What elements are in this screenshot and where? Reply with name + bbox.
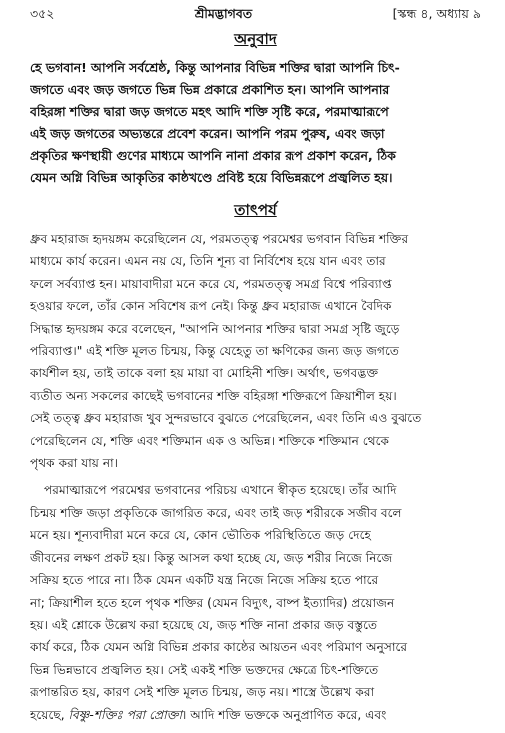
translation-line: এই জড় জগতের অভ্যন্তরে প্রবেশ করেন। আপনি পরম পুরুষ, এবং জড়া [30,126,385,141]
purport-line: কার্যশীল হয়, তাই তাকে বলা হয় মায়া বা মোহিনী শক্তি। অর্থাৎ, ভগবদ্ভক্ত [30,366,379,381]
purport-line: সিদ্ধান্ত হৃদয়ঙ্গম করে বলেছেন, "আপনি আপনার শক্তির দ্বারা সমগ্র সৃষ্টি জুড়ে [30,321,400,336]
purport-line: পরিব্যাপ্ত।" এই শক্তি মূলত চিন্ময়, কিন্তু যেহেতু তা ক্ষণিকের জন্য জড় জগতে [30,344,399,359]
running-head [30,6,481,26]
purport-line: ভিন্ন ভিন্নভাবে প্রজ্বলিত হয়। সেই একই শক্তি ভক্তদের ক্ষেত্রে চিৎ-শক্তিতে [30,662,379,677]
purport-line: ব্যতীত অন্য সকলের কাছেই ভগবানের শক্তি বহিরঙ্গা শক্তিরূপে ক্রিয়াশীল হয়। [30,388,397,403]
purport-line: হয়। এই শ্লোকে উল্লেখ করা হয়েছে যে, জড় শক্তি নানা প্রকার জড় বস্তুতে [30,617,378,632]
translation-line: যেমন অগ্নি বিভিন্ন আকৃতির কাষ্ঠখণ্ডে প্রবিষ্ট হয়ে বিভিন্নরূপে প্রজ্বলিত হয়। [30,170,393,185]
translation-line: জগতে এবং জড় জগতে ভিন্ন ভিন্ন প্রকারে প্রকাশিত হন। আপনি আপনার [30,82,390,97]
purport-line: জীবনের লক্ষণ প্রকট হয়। কিন্তু আসল কথা হচ্ছে যে, জড় শরীর নিজে নিজে [30,550,393,565]
purport-last-line [30,704,481,726]
translation-heading: অনুবাদ [234,30,277,48]
purport-line: না; ক্রিয়াশীল হতে হলে পৃথক শক্তির (যেমন বিদ্যুৎ, বাষ্প ইত্যাদির) প্রয়োজন [30,595,395,610]
purport-text [30,228,481,726]
purport-line: ফলে সর্বব্যাপ্ত হন। মায়াবাদীরা মনে করে যে, পরমতত্ত্ব সমগ্র বিশ্বে পরিব্যাপ্ত [30,276,392,291]
purport-line: পেরেছিলেন যে, শক্তি এবং শক্তিমান এক ও অভিন্ন। শক্তিকে শক্তিমান থেকে [30,433,390,448]
purport-line: কার্য করে, ঠিক যেমন অগ্নি বিভিন্ন প্রকার কাষ্ঠের আয়তন এবং পরিমাণ অনুসারে [30,640,408,655]
scripture-quote: বিষ্ণু-শক্তিঃ পরা প্রোক্তা [68,707,183,722]
last-line-prefix: হয়েছে, [30,707,65,722]
purport-heading: তাৎপর্য [234,201,277,219]
purport-line: মাধ্যমে কার্য করেন। এমন নয় যে, তিনি শূন্য বা নির্বিশেষ হয়ে যান এবং তার [30,254,386,269]
purport-line: পৃথক করা যায় না। [30,456,118,471]
canto-chapter: [স্কন্ধ ৪, অধ্যায় ৯ [392,6,481,21]
purport-line: সক্রিয় হতে পারে না। ঠিক যেমন একটি যন্ত্র নিজে নিজে সক্রিয় হতে পারে [30,573,379,588]
purport-line: রূপান্তরিত হয়, কারণ সেই শক্তি মূলত চিন্ময়, জড় নয়। শাস্ত্রে উল্লেখ করা [30,685,375,700]
translation-text [30,57,481,189]
translation-line: হে ভগবান! আপনি সর্বশ্রেষ্ঠ, কিন্তু আপনার বিভিন্ন শক্তির দ্বারা আপনি চিৎ- [30,60,400,75]
translation-line: বহিরঙ্গা শক্তির দ্বারা জড় জগতে মহৎ আদি শক্তি সৃষ্টি করে, পরমাত্মারূপে [30,104,389,119]
purport-line: মনে হয়। শূন্যবাদীরা মনে করে যে, কোন ভৌতিক পরিস্থিতিতে জড় দেহে [30,528,371,543]
book-title: শ্রীমদ্ভাগবত [194,6,253,21]
purport-line: ধ্রুব মহারাজ হৃদয়ঙ্গম করেছিলেন যে, পরমতত্ত্ব পরমেশ্বর ভগবান বিভিন্ন শক্তির [30,232,409,246]
purport-line: হওয়ার ফলে, তাঁর কোন সবিশেষ রূপ নেই। কিন্তু ধ্রুব মহারাজ এখানে বৈদিক [30,299,392,314]
purport-line: চিন্ময় শক্তি জড়া প্রকৃতিকে জাগরিত করে, এবং তাই জড় শরীরকে সজীব বলে [30,505,402,520]
translation-line: প্রকৃতির ক্ষণস্থায়ী গুণের মাধ্যমে আপনি নানা প্রকার রূপ প্রকাশ করেন, ঠিক [30,148,396,163]
last-line-suffix: । আদি শক্তি ভক্তকে অনুপ্রাণিত করে, এবং [182,707,387,722]
purport-line: পরমাত্মারূপে পরমেশ্বর ভগবানের পরিচয় এখানে স্বীকৃত হয়েছে। তাঁর আদি [44,483,397,498]
purport-line: সেই তত্ত্ব ধ্রুব মহারাজ খুব সুন্দরভাবে বুঝতে পেরেছিলেন, এবং তিনি এও বুঝতে [30,411,422,426]
page-number: ৩৫২ [30,6,55,21]
